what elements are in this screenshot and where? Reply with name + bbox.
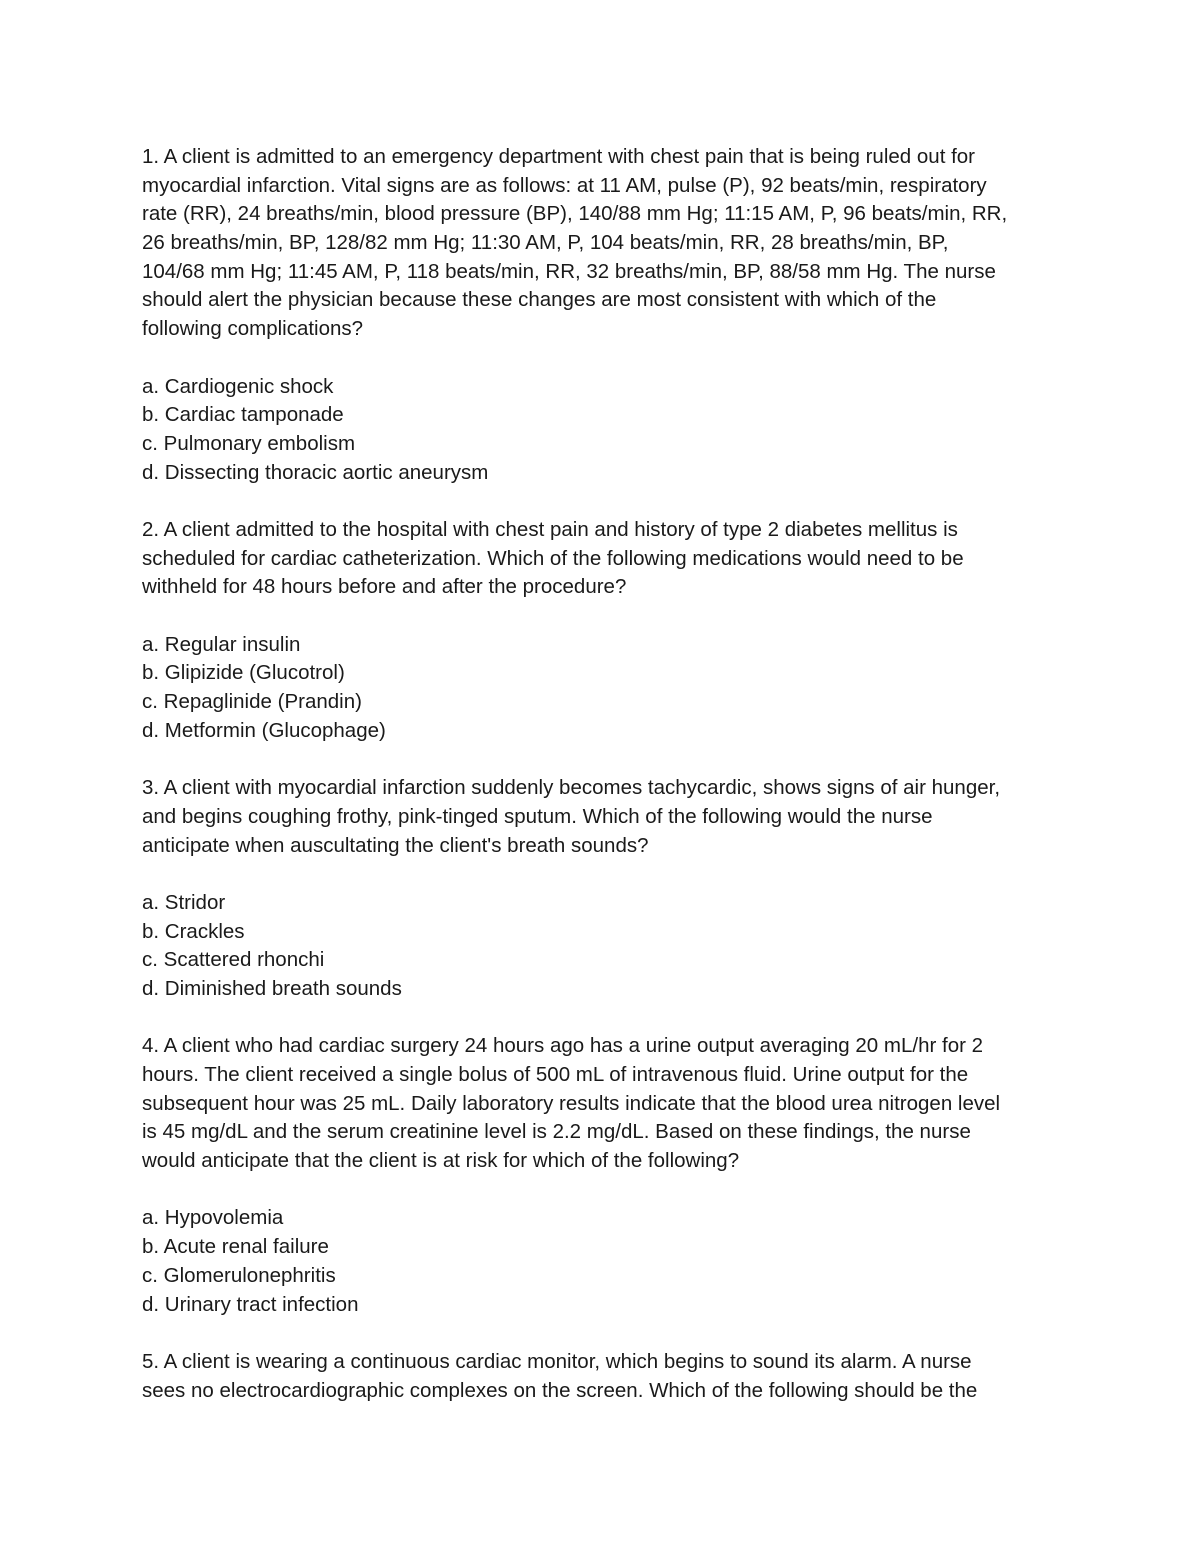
question-3-line: 3. A client with myocardial infarction suddenly becomes tachycardic, shows signs of air hunger, — [142, 776, 1001, 800]
question-1-option-a: a. Cardiogenic shock — [142, 374, 334, 398]
question-2 — [142, 516, 1062, 602]
question-2-line: 2. A client admitted to the hospital with chest pain and history of type 2 diabetes mellitus is — [142, 517, 958, 541]
question-5-line: 5. A client is wearing a continuous cardiac monitor, which begins to sound its alarm. A nurse — [142, 1349, 972, 1373]
question-1-option-c: c. Pulmonary embolism — [142, 431, 356, 455]
question-5 — [142, 1348, 1062, 1405]
question-4-option-d: d. Urinary tract infection — [142, 1292, 359, 1316]
question-2-options — [142, 631, 1062, 746]
question-4-line: hours. The client received a single bolus of 500 mL of intravenous fluid. Urine output for the — [142, 1063, 969, 1086]
question-1-option-d: d. Dissecting thoracic aortic aneurysm — [142, 460, 489, 484]
question-1 — [142, 143, 1062, 344]
question-4-option-c: c. Glomerulonephritis — [142, 1263, 336, 1287]
question-1-line: rate (RR), 24 breaths/min, blood pressure (BP), 140/88 mm Hg; 11:15 AM, P, 96 beats/min, RR, — [142, 202, 1008, 226]
question-1-line: 26 breaths/min, BP, 128/82 mm Hg; 11:30 AM, P, 104 beats/min, RR, 28 breaths/min, BP, — [142, 231, 949, 255]
question-3-line: and begins coughing frothy, pink-tinged sputum. Which of the following would the nurse — [142, 804, 933, 828]
spacer — [142, 1176, 1062, 1205]
question-5-line: sees no electrocardiographic complexes on the screen. Which of the following should be the — [142, 1378, 978, 1402]
question-1-options — [142, 373, 1062, 488]
spacer — [142, 860, 1062, 889]
question-4-line: 4. A client who had cardiac surgery 24 hours ago has a urine output averaging 20 mL/hr for 2 — [142, 1034, 984, 1058]
question-2-option-c: c. Repaglinide (Prandin) — [142, 690, 362, 714]
question-2-line: withheld for 48 hours before and after the procedure? — [142, 575, 627, 599]
question-3-option-b: b. Crackles — [142, 919, 245, 943]
question-3 — [142, 774, 1062, 860]
question-3-options — [142, 889, 1062, 1004]
spacer — [142, 745, 1062, 774]
spacer — [142, 1319, 1062, 1348]
question-4-line: subsequent hour was 25 mL. Daily laboratory results indicate that the blood urea nitrogen level — [142, 1091, 1001, 1115]
question-1-line: 1. A client is admitted to an emergency department with chest pain that is being ruled out for — [142, 145, 976, 168]
question-4-line: is 45 mg/dL and the serum creatinine level is 2.2 mg/dL. Based on these findings, the nurse — [142, 1120, 971, 1144]
question-4-option-a: a. Hypovolemia — [142, 1206, 284, 1230]
question-3-option-d: d. Diminished breath sounds — [142, 976, 402, 1000]
question-4-line: would anticipate that the client is at risk for which of the following? — [142, 1149, 740, 1173]
question-4-option-b: b. Acute renal failure — [142, 1235, 329, 1259]
question-1-line: myocardial infarction. Vital signs are as follows: at 11 AM, pulse (P), 92 beats/min, respiratory — [142, 173, 987, 197]
question-4 — [142, 1032, 1062, 1175]
question-2-line: scheduled for cardiac catheterization. Which of the following medications would need to be — [142, 546, 964, 570]
spacer — [142, 1004, 1062, 1033]
spacer — [142, 344, 1062, 373]
question-1-option-b: b. Cardiac tamponade — [142, 403, 344, 427]
question-2-option-d: d. Metformin (Glucophage) — [142, 718, 386, 742]
question-3-option-a: a. Stridor — [142, 890, 226, 914]
question-3-line: anticipate when auscultating the client's breath sounds? — [142, 833, 649, 857]
spacer — [142, 487, 1062, 516]
question-1-line: should alert the physician because these changes are most consistent with which of the — [142, 288, 937, 312]
spacer — [142, 602, 1062, 631]
document-body — [142, 143, 1062, 1405]
question-2-option-a: a. Regular insulin — [142, 632, 301, 656]
question-1-line: following complications? — [142, 317, 364, 341]
question-3-option-c: c. Scattered rhonchi — [142, 948, 325, 972]
question-2-option-b: b. Glipizide (Glucotrol) — [142, 661, 345, 685]
question-1-line: 104/68 mm Hg; 11:45 AM, P, 118 beats/min, RR, 32 breaths/min, BP, 88/58 mm Hg. The nurse — [142, 259, 996, 283]
question-4-options — [142, 1204, 1062, 1319]
